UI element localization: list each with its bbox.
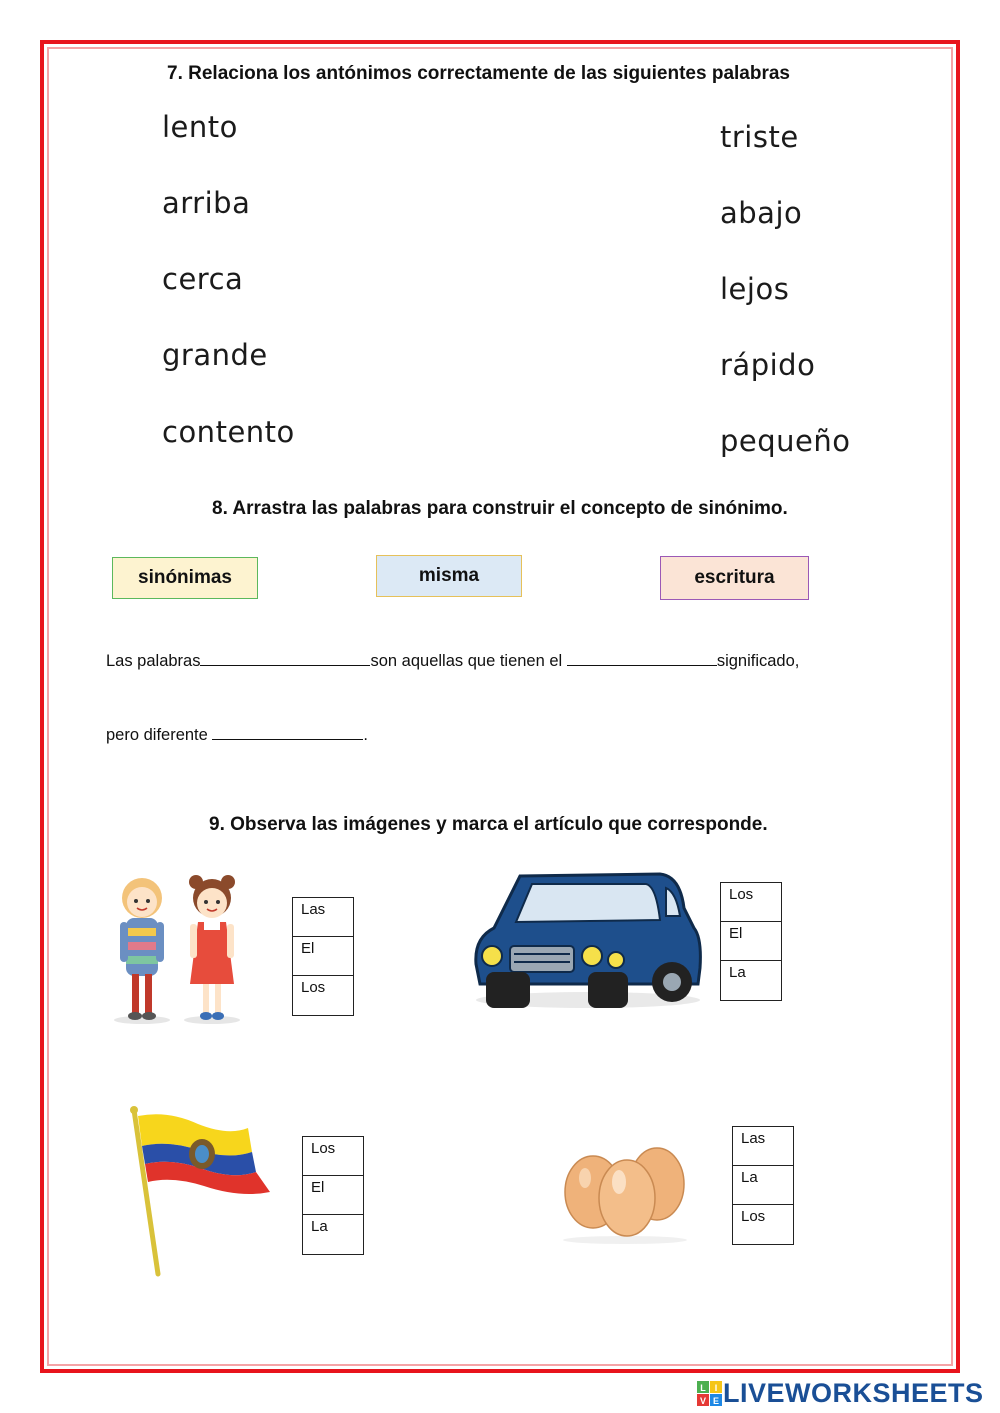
option-los[interactable]: Los [721, 883, 781, 922]
drop-blank-1[interactable] [200, 651, 370, 666]
right-word-lejos[interactable]: lejos [720, 272, 790, 306]
option-los[interactable]: Los [301, 979, 326, 996]
option-la[interactable]: La [729, 964, 746, 981]
left-word-cerca[interactable]: cerca [162, 262, 244, 296]
blue-car-icon [470, 868, 705, 1013]
liveworksheets-logo-icon [697, 1381, 723, 1407]
drop-blank-2[interactable] [567, 651, 717, 666]
option-el[interactable]: El [293, 937, 353, 976]
brand-name: LIVEWORKSHEETS [723, 1378, 984, 1408]
logo-letter: V [699, 1395, 707, 1406]
right-word-abajo[interactable]: abajo [720, 196, 803, 230]
eggs-icon [555, 1130, 695, 1245]
option-los[interactable]: Los [303, 1137, 363, 1176]
left-word-lento[interactable]: lento [162, 110, 238, 144]
logo-letter: E [712, 1395, 720, 1406]
drag-chip-misma[interactable]: misma [376, 555, 522, 597]
q7-heading: 7. Relaciona los antónimos correctamente de las siguientes palabras [167, 63, 791, 84]
option-box-flag [302, 1136, 364, 1255]
option-las[interactable]: Las [293, 898, 353, 937]
option-la[interactable]: La [733, 1166, 793, 1205]
drop-blank-3[interactable] [212, 725, 363, 740]
q9-heading: 9. Observa las imágenes y marca el artículo que corresponde. [209, 814, 768, 835]
right-word-rapido[interactable]: rápido [720, 348, 816, 382]
left-word-grande[interactable]: grande [162, 338, 268, 372]
option-las[interactable]: Las [733, 1127, 793, 1166]
q8-heading: 8. Arrastra las palabras para construir el concepto de sinónimo. [212, 498, 788, 519]
logo-letter: I [714, 1382, 718, 1393]
option-la[interactable]: La [311, 1218, 328, 1235]
option-el[interactable]: El [303, 1176, 363, 1215]
drag-chip-escritura[interactable]: escritura [660, 556, 809, 600]
option-box-eggs [732, 1126, 794, 1245]
left-word-contento[interactable]: contento [162, 415, 295, 449]
liveworksheets-logo [697, 1378, 984, 1409]
sentence-line-1 [106, 651, 799, 671]
sentence-text: significado, [716, 652, 800, 670]
logo-letter: L [700, 1382, 706, 1393]
option-box-girls [292, 897, 354, 1016]
sentence-text: . [363, 726, 368, 744]
right-word-triste[interactable]: triste [720, 120, 799, 154]
sentence-text: son aquellas que tienen el [370, 652, 567, 670]
option-los[interactable]: Los [741, 1208, 766, 1225]
drag-chip-sinonimas[interactable]: sinónimas [112, 557, 258, 599]
right-word-pequeno[interactable]: pequeño [720, 424, 851, 458]
ecuador-flag-icon [128, 1106, 273, 1278]
left-word-arriba[interactable]: arriba [162, 186, 251, 220]
sentence-text: pero diferente [106, 726, 213, 744]
two-girls-icon [108, 868, 248, 1028]
option-el[interactable]: El [721, 922, 781, 961]
sentence-text: Las palabras [106, 652, 201, 670]
option-box-car [720, 882, 782, 1001]
sentence-line-2 [106, 725, 368, 745]
